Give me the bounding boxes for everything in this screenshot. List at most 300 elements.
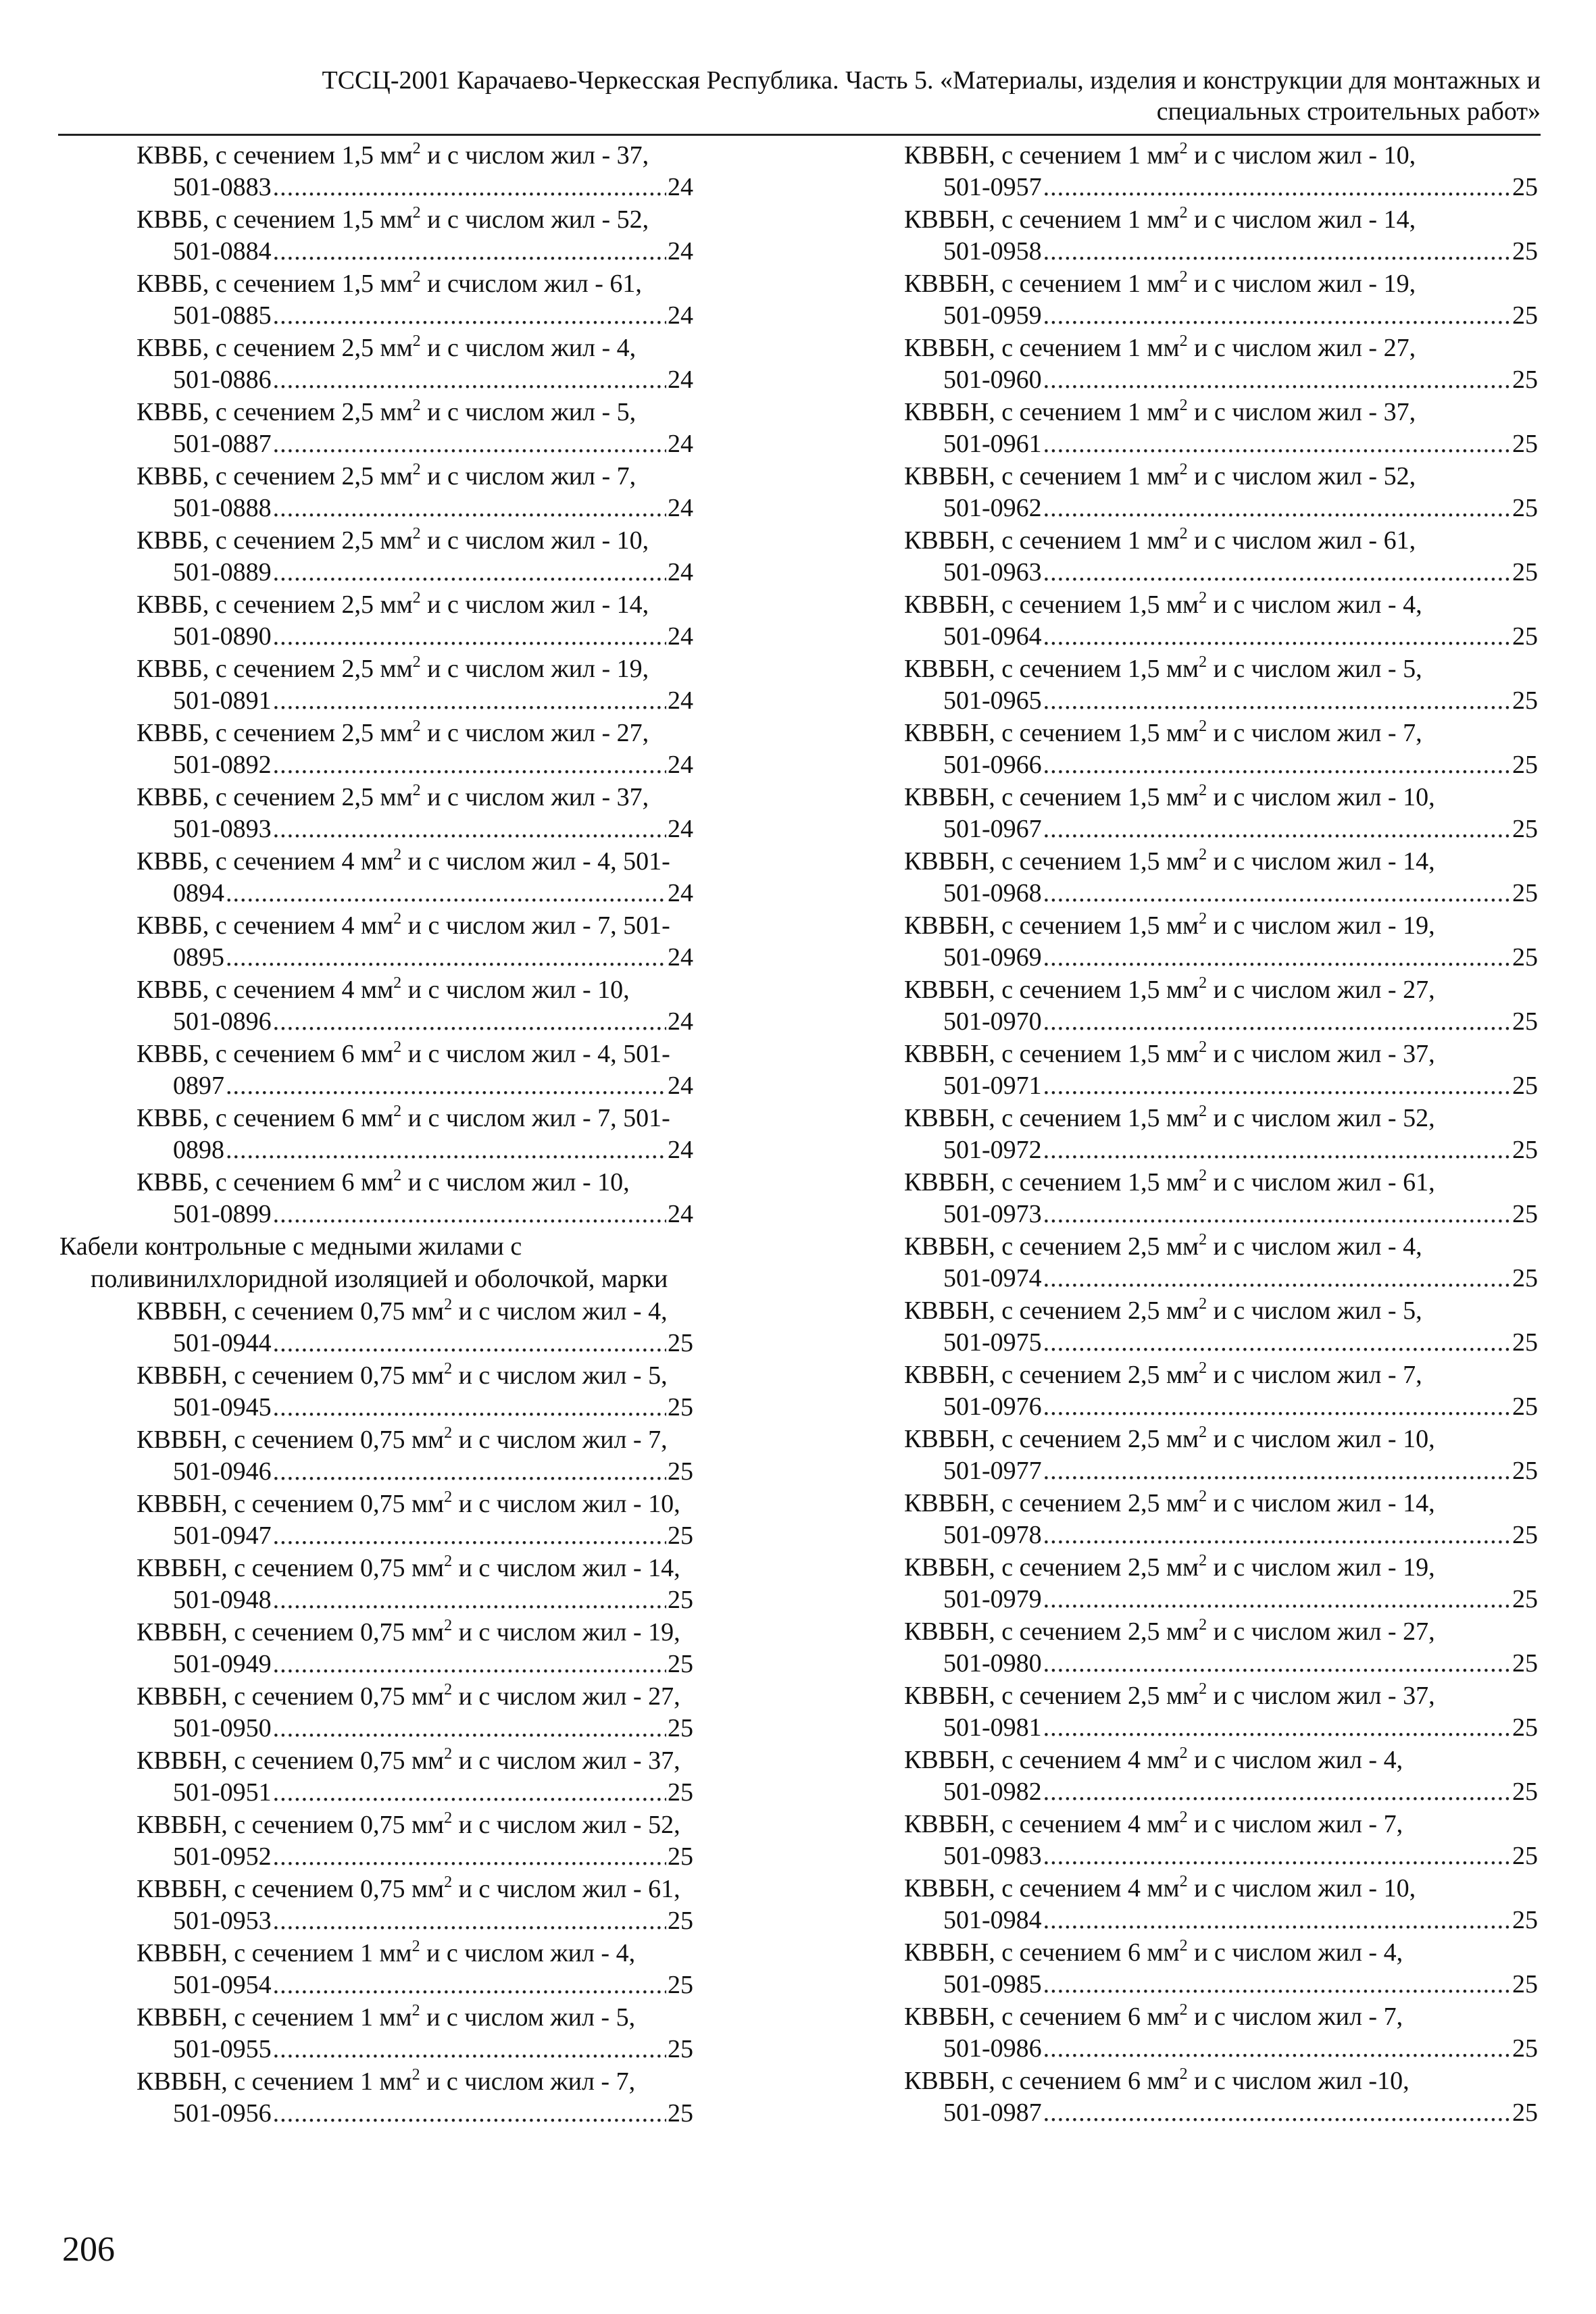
unit-superscript: 2 [412, 782, 421, 799]
entry-reference [59, 1841, 693, 1873]
entry-page: 24 [668, 558, 693, 586]
unit-superscript: 2 [1199, 653, 1207, 671]
entry-name [59, 524, 750, 557]
index-entry [904, 781, 1538, 845]
entry-reference [904, 1070, 1538, 1102]
entry-name [904, 1808, 1538, 1840]
unit-superscript: 2 [412, 332, 421, 350]
index-entry [904, 909, 1538, 974]
entry-reference [904, 942, 1538, 974]
entry-name-suffix: и с числом жил - 37, [1207, 1682, 1435, 1710]
entry-reference [59, 749, 693, 781]
dot-leader [273, 172, 666, 203]
index-entry [904, 1551, 1538, 1615]
unit-superscript: 2 [1199, 1038, 1207, 1056]
index-entry [59, 460, 750, 524]
entry-page: 24 [668, 430, 693, 458]
index-entry [59, 974, 750, 1038]
entry-name-text: КВВБН, с сечением 1,5 мм [904, 590, 1199, 619]
entry-name [904, 2065, 1538, 2097]
entry-code: 501-0977 [943, 1457, 1042, 1485]
index-entry [59, 1488, 750, 1552]
entry-code: 501-0957 [943, 173, 1042, 201]
dot-leader [1043, 878, 1511, 909]
entry-code: 501-0956 [173, 2099, 272, 2128]
entry-name [904, 396, 1538, 428]
entry-code: 501-0954 [173, 1971, 272, 1999]
entry-name-text: КВВБН, с сечением 2,5 мм [904, 1489, 1199, 1517]
entry-reference [59, 1969, 693, 2001]
right-column [904, 139, 1538, 2129]
entry-reference [59, 1777, 693, 1809]
entry-name-text: КВВБН, с сечением 1 мм [904, 398, 1180, 426]
entry-page: 25 [1512, 2034, 1538, 2063]
entry-name [59, 1680, 750, 1713]
dot-leader [1043, 749, 1511, 781]
entry-name-text: КВВБ, с сечением 2,5 мм [136, 462, 413, 491]
index-entry [904, 1615, 1538, 1680]
index-entry [59, 2001, 750, 2065]
entry-code: 501-0945 [173, 1393, 272, 1422]
entry-code: 501-0986 [943, 2034, 1042, 2063]
right-entries [904, 139, 1538, 2129]
entry-code: 501-0963 [943, 558, 1042, 586]
entry-name-text: КВВБ, с сечением 6 мм [136, 1104, 394, 1132]
header-rule [58, 134, 1541, 136]
dot-leader [1043, 428, 1511, 460]
entry-name [904, 909, 1538, 942]
index-entry [904, 2001, 1538, 2065]
dot-leader [273, 1649, 666, 1680]
index-entry [59, 1295, 750, 1359]
dot-leader [1043, 1519, 1511, 1551]
index-entry [59, 717, 750, 781]
entry-code: 501-0883 [173, 173, 272, 201]
unit-superscript: 2 [1199, 910, 1207, 928]
entry-page: 25 [668, 2035, 693, 2063]
unit-superscript: 2 [393, 846, 402, 863]
entry-reference [904, 1519, 1538, 1551]
entry-reference [904, 2033, 1538, 2065]
entry-page: 25 [1512, 1007, 1538, 1036]
dot-leader [1043, 1006, 1511, 1038]
entry-name-suffix: и с числом жил - 4, [1187, 1938, 1403, 1967]
entry-name-text: КВВБ, с сечением 1,5 мм [136, 141, 413, 170]
entry-name-suffix: и с числом жил - 37, [420, 783, 649, 811]
entry-name [59, 653, 750, 685]
entry-name-suffix: и с числом жил - 19, [1187, 270, 1416, 298]
entry-reference [904, 1199, 1538, 1230]
entry-page: 25 [1512, 1649, 1538, 1678]
entry-code: 501-0899 [173, 1200, 272, 1228]
entry-reference [904, 1840, 1538, 1872]
entry-code: 501-0974 [943, 1264, 1042, 1292]
entry-name-suffix: и с числом жил - 27, [452, 1682, 680, 1711]
entry-reference [59, 621, 693, 653]
entry-code: 501-0960 [943, 366, 1042, 394]
entry-name [904, 524, 1538, 557]
unit-superscript: 2 [412, 140, 421, 157]
index-entry [904, 524, 1538, 588]
entry-name-suffix: и с числом жил - 52, [452, 1811, 680, 1839]
entry-page: 25 [668, 1393, 693, 1422]
entry-page: 25 [1512, 237, 1538, 266]
index-entry [59, 1680, 750, 1744]
entry-code: 501-0951 [173, 1778, 272, 1807]
entry-page: 25 [668, 1842, 693, 1871]
entry-reference [904, 749, 1538, 781]
entry-name-text: КВВБ, с сечением 4 мм [136, 976, 394, 1004]
entry-code: 501-0973 [943, 1200, 1042, 1228]
entry-name-suffix: и с числом жил - 27, [1207, 976, 1435, 1004]
index-entry [59, 1359, 750, 1424]
entry-code: 501-0983 [943, 1842, 1042, 1870]
entry-code: 501-0950 [173, 1714, 272, 1742]
entry-code: 501-0980 [943, 1649, 1042, 1678]
dot-leader [273, 1006, 666, 1038]
entry-name [59, 268, 750, 300]
entry-code: 501-0896 [173, 1007, 272, 1036]
entry-name [904, 1615, 1538, 1648]
entry-name-suffix: и с числом жил - 10, [1187, 141, 1416, 170]
index-entry [59, 2065, 750, 2130]
entry-name [904, 1551, 1538, 1584]
unit-superscript: 2 [444, 1681, 453, 1699]
unit-superscript: 2 [1199, 1552, 1207, 1569]
entry-name-text: КВВБН, с сечением 1,5 мм [904, 911, 1199, 940]
entry-page: 25 [668, 1907, 693, 1935]
entry-page: 24 [668, 943, 693, 972]
entry-name [904, 1680, 1538, 1712]
entry-code: 501-0888 [173, 494, 272, 522]
entry-name [59, 1166, 750, 1199]
entry-name [59, 1295, 750, 1328]
entry-page: 25 [1512, 494, 1538, 522]
entry-name [904, 1166, 1538, 1199]
entry-name-text: КВВБН, с сечением 1 мм [136, 2003, 412, 2032]
dot-leader [273, 1328, 666, 1359]
entry-name-suffix: и с числом жил - 5, [420, 2003, 636, 2032]
unit-superscript: 2 [393, 1167, 402, 1184]
unit-superscript: 2 [444, 1809, 453, 1827]
index-entry [904, 653, 1538, 717]
entry-reference [904, 621, 1538, 653]
dot-leader [1043, 1905, 1511, 1936]
entry-name-suffix: и с числом жил - 27, [1207, 1617, 1435, 1646]
entry-page: 25 [1512, 1072, 1538, 1100]
unit-superscript: 2 [1179, 1937, 1188, 1955]
dot-leader [273, 2098, 666, 2130]
entry-code: 0895 [173, 943, 224, 972]
index-entry [904, 1102, 1538, 1166]
entry-name [59, 203, 750, 236]
entry-name [59, 717, 750, 749]
index-entry [904, 1359, 1538, 1423]
index-entry [904, 1166, 1538, 1230]
unit-superscript: 2 [412, 204, 421, 222]
entry-page: 24 [668, 1072, 693, 1100]
entry-reference [904, 685, 1538, 717]
entry-reference [904, 878, 1538, 909]
index-entry [59, 1937, 750, 2001]
entry-name-text: КВВБН, с сечением 1,5 мм [904, 655, 1199, 683]
entry-code: 501-0982 [943, 1778, 1042, 1806]
entry-page: 25 [1512, 622, 1538, 651]
unit-superscript: 2 [412, 589, 421, 607]
entry-page: 25 [668, 1329, 693, 1357]
entry-name-text: КВВБН, с сечением 2,5 мм [904, 1297, 1199, 1325]
entry-name-suffix: и с числом жил - 7, [1207, 1361, 1422, 1389]
entry-code: 501-0962 [943, 494, 1042, 522]
unit-superscript: 2 [444, 1873, 453, 1891]
entry-name-text: КВВБН, с сечением 1,5 мм [904, 847, 1199, 876]
unit-superscript: 2 [1199, 718, 1207, 735]
index-entry [59, 1552, 750, 1616]
entry-name-text: КВВБН, с сечением 2,5 мм [904, 1232, 1199, 1261]
unit-superscript: 2 [1199, 1295, 1207, 1313]
dot-leader [273, 685, 666, 717]
entry-name-suffix: и с числом жил - 7, 501- [401, 911, 670, 940]
entry-page: 24 [668, 622, 693, 651]
index-entry [904, 2065, 1538, 2129]
unit-superscript: 2 [412, 1938, 420, 1955]
entry-name-suffix: и с числом жил - 4, [1207, 590, 1422, 619]
entry-page: 24 [668, 751, 693, 779]
entry-name-text: КВВБН, с сечением 1,5 мм [904, 976, 1199, 1004]
dot-leader [1043, 942, 1511, 974]
dot-leader [273, 300, 666, 332]
entry-reference [904, 1905, 1538, 1936]
entry-reference [904, 1712, 1538, 1744]
entry-reference [59, 428, 693, 460]
entry-reference [59, 300, 693, 332]
entry-code: 501-0984 [943, 1906, 1042, 1934]
entry-name [904, 717, 1538, 749]
entry-name-suffix: и с числом жил - 10, [1207, 1425, 1435, 1453]
entry-name-text: КВВБН, с сечением 1 мм [904, 334, 1180, 362]
entry-name-suffix: и с числом жил - 14, [1207, 847, 1435, 876]
entry-name-suffix: и с числом жил - 14, [1207, 1489, 1435, 1517]
entry-name-text: КВВБН, с сечением 2,5 мм [904, 1617, 1199, 1646]
entry-name-suffix: и с числом жил - 37, [1207, 1040, 1435, 1068]
entry-code: 501-0972 [943, 1136, 1042, 1164]
dot-leader [1043, 1199, 1511, 1230]
dot-leader [1043, 493, 1511, 524]
entry-name-text: КВВБ, с сечением 2,5 мм [136, 398, 413, 426]
entry-name-text: КВВБН, с сечением 1,5 мм [904, 1168, 1199, 1197]
entry-name-suffix: и с числом жил - 10, [420, 526, 649, 555]
entry-reference [59, 236, 693, 268]
index-entry [59, 1424, 750, 1488]
entry-reference [59, 1199, 693, 1230]
index-entry [59, 332, 750, 396]
entry-name [59, 588, 750, 621]
unit-superscript: 2 [393, 1103, 402, 1120]
entry-name-text: КВВБН, с сечением 0,75 мм [136, 1746, 445, 1775]
entry-code: 0894 [173, 879, 224, 907]
entry-name-suffix: и с числом жил - 61, [1187, 526, 1416, 555]
entry-page: 24 [668, 815, 693, 843]
index-entry [59, 781, 750, 845]
unit-superscript: 2 [1199, 974, 1207, 992]
dot-leader [273, 1969, 666, 2001]
entry-name-suffix: и с числом жил - 14, [1187, 205, 1416, 234]
entry-name [904, 332, 1538, 364]
entry-reference [904, 1776, 1538, 1808]
entry-name-text: КВВБН, с сечением 1 мм [904, 526, 1180, 555]
entry-page: 24 [668, 686, 693, 715]
entry-reference [59, 942, 693, 974]
entry-page: 25 [1512, 686, 1538, 715]
entry-code: 501-0949 [173, 1650, 272, 1678]
entry-page: 25 [1512, 943, 1538, 972]
entry-name-text: КВВБН, с сечением 4 мм [904, 1746, 1180, 1774]
entry-code: 501-0892 [173, 751, 272, 779]
entry-name [904, 268, 1538, 300]
entry-code: 501-0968 [943, 879, 1042, 907]
index-entry [904, 1808, 1538, 1872]
index-entry [904, 460, 1538, 524]
entry-name-suffix: и с числом жил - 19, [1207, 1553, 1435, 1582]
entry-name-text: КВВБ, с сечением 2,5 мм [136, 526, 413, 555]
index-entry [904, 588, 1538, 653]
entry-page: 25 [668, 1457, 693, 1486]
dot-leader [273, 364, 666, 396]
page-number: 206 [62, 2230, 115, 2269]
dot-leader [1043, 1391, 1511, 1423]
entry-page: 25 [1512, 1842, 1538, 1870]
unit-superscript: 2 [444, 1296, 453, 1313]
entry-name-text: КВВБ, с сечением 2,5 мм [136, 590, 413, 619]
entry-reference [59, 1520, 693, 1552]
entry-reference [904, 1648, 1538, 1680]
entry-name-suffix: и с числом жил - 37, [1187, 398, 1416, 426]
entry-name-suffix: и с числом жил -10, [1187, 2067, 1410, 2095]
entry-code: 501-0946 [173, 1457, 272, 1486]
entry-name-text: КВВБН, с сечением 0,75 мм [136, 1682, 445, 1711]
entry-name-text: КВВБН, с сечением 2,5 мм [904, 1682, 1199, 1710]
dot-leader [273, 1520, 666, 1552]
unit-superscript: 2 [1199, 1231, 1207, 1249]
entry-reference [904, 493, 1538, 524]
entry-name-text: КВВБН, с сечением 1,5 мм [904, 1104, 1199, 1132]
unit-superscript: 2 [444, 1553, 453, 1570]
unit-superscript: 2 [412, 525, 421, 543]
entry-page: 25 [1512, 430, 1538, 458]
entry-name-suffix: и с числом жил - 4, [1187, 1746, 1403, 1774]
entry-code: 501-0952 [173, 1842, 272, 1871]
entry-page: 25 [668, 1586, 693, 1614]
entry-name [59, 1102, 750, 1134]
entry-name-suffix: и с числом жил - 10, [452, 1490, 680, 1518]
entry-reference [904, 364, 1538, 396]
index-entry [904, 396, 1538, 460]
dot-leader [273, 1584, 666, 1616]
entry-reference [904, 1327, 1538, 1359]
entry-name-text: КВВБН, с сечением 4 мм [904, 1874, 1180, 1903]
entry-name-suffix: и с числом жил - 5, [420, 398, 637, 426]
entry-code: 501-0890 [173, 622, 272, 651]
entry-page: 25 [668, 1714, 693, 1742]
entry-name-text: КВВБ, с сечением 4 мм [136, 847, 394, 876]
entry-name-suffix: и с числом жил - 10, [401, 1168, 630, 1197]
entry-name-text: КВВБН, с сечением 0,75 мм [136, 1297, 445, 1326]
entry-code: 501-0889 [173, 558, 272, 586]
entry-page: 24 [668, 237, 693, 266]
entry-name-text: КВВБН, с сечением 0,75 мм [136, 1426, 445, 1454]
entry-name [59, 396, 750, 428]
entry-name-text: КВВБН, с сечением 1,5 мм [904, 719, 1199, 747]
entry-page: 25 [1512, 1200, 1538, 1228]
entry-reference [59, 364, 693, 396]
entry-name [904, 2001, 1538, 2033]
entry-name [904, 1102, 1538, 1134]
entry-code: 501-0976 [943, 1392, 1042, 1421]
entry-code: 501-0967 [943, 815, 1042, 843]
entry-name-suffix: и с числом жил - 4, [420, 334, 637, 362]
unit-superscript: 2 [393, 910, 402, 928]
entry-name-suffix: и с числом жил - 61, [452, 1875, 680, 1903]
entry-code: 501-0966 [943, 751, 1042, 779]
index-entry [59, 845, 750, 909]
entry-name [904, 1359, 1538, 1391]
index-entry [904, 139, 1538, 203]
unit-superscript: 2 [1179, 461, 1188, 478]
running-header [135, 65, 1541, 127]
entry-code: 501-0969 [943, 943, 1042, 972]
unit-superscript: 2 [1199, 1680, 1207, 1698]
entry-name [59, 1424, 750, 1456]
entry-name [904, 588, 1538, 621]
unit-superscript: 2 [412, 268, 421, 286]
entry-name [904, 974, 1538, 1006]
entry-name-text: КВВБ, с сечением 4 мм [136, 911, 394, 940]
dot-leader [1043, 236, 1511, 268]
dot-leader [1043, 621, 1511, 653]
entry-name-suffix: и с числом жил - 5, [1207, 655, 1422, 683]
entry-reference [904, 1969, 1538, 2001]
entry-reference [904, 813, 1538, 845]
entry-name-suffix: и с числом жил - 37, [452, 1746, 680, 1775]
dot-leader [1043, 1327, 1511, 1359]
dot-leader [273, 1841, 666, 1873]
entry-reference [904, 1455, 1538, 1487]
entry-name-text: КВВБН, с сечением 0,75 мм [136, 1554, 445, 1582]
entry-page: 25 [1512, 1906, 1538, 1934]
entry-name [59, 139, 750, 172]
dot-leader [273, 1905, 666, 1937]
entry-code: 501-0979 [943, 1585, 1042, 1613]
entry-code: 501-0981 [943, 1713, 1042, 1742]
entry-name-suffix: и с числом жил - 27, [1187, 334, 1416, 362]
entry-name-suffix: и с числом жил - 4, [1207, 1232, 1422, 1261]
entry-page: 25 [1512, 173, 1538, 201]
entry-page: 24 [668, 1007, 693, 1036]
index-entry [59, 1873, 750, 1937]
dot-leader [1043, 1263, 1511, 1294]
entry-code: 501-0948 [173, 1586, 272, 1614]
entry-code: 501-0884 [173, 237, 272, 266]
dot-leader [1043, 1840, 1511, 1872]
entry-page: 25 [1512, 301, 1538, 330]
entry-reference [59, 172, 693, 203]
entry-name [59, 1744, 750, 1777]
unit-superscript: 2 [1199, 1616, 1207, 1634]
dot-leader [1043, 364, 1511, 396]
index-entry [904, 1936, 1538, 2001]
entry-name [59, 1873, 750, 1905]
unit-superscript: 2 [412, 653, 421, 671]
